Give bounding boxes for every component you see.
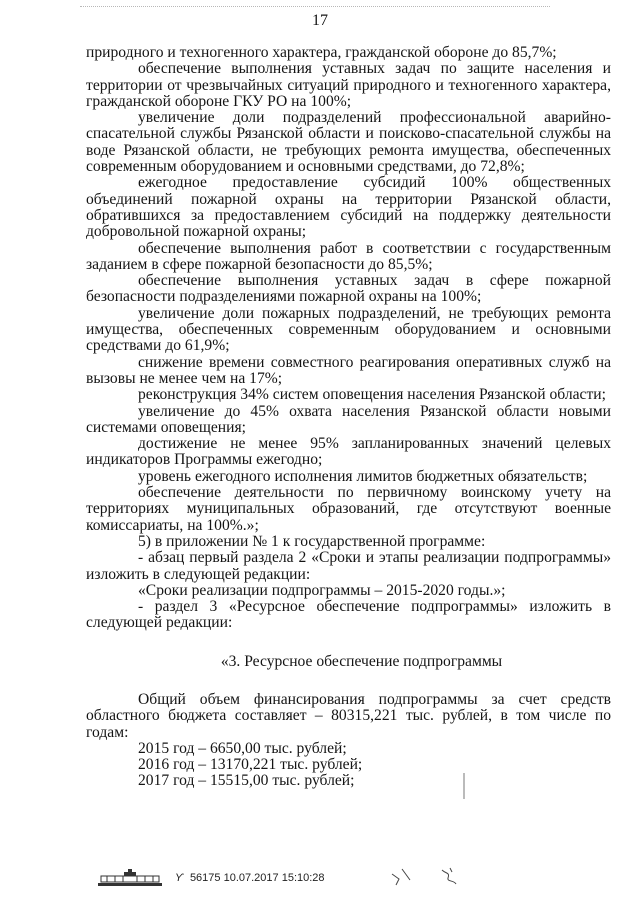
page-number: 17 xyxy=(312,12,328,29)
margin-mark xyxy=(461,773,467,799)
footer-prefix: ϒ xyxy=(175,872,183,884)
paragraph: увеличение доли пожарных подразделений, не требующих ремонта имущества, обеспеченных современным оборудованием и основными средствами до 61,9%; xyxy=(86,304,611,355)
footer-doc-number: 56175 xyxy=(189,872,221,884)
paragraph: «Сроки реализации подпрограммы – 2015-2020 годы.»; xyxy=(138,581,506,599)
funding-year-item: 2015 год – 6650,00 тыс. рублей; xyxy=(138,739,347,757)
document-footer xyxy=(97,868,325,888)
paragraph: обеспечение выполнения уставных задач по защите населения и территории от чрезвычайных ситуаций природного и техногенного характера, гражданской обороне ГКУ РО на 100%; xyxy=(86,60,611,110)
document-body xyxy=(86,45,611,790)
funding-year-item: 2017 год – 15515,00 тыс. рублей; xyxy=(138,772,355,790)
footer-timestamp: 10.07.2017 15:10:28 xyxy=(223,872,325,884)
paragraph: достижение не менее 95% запланированных значений целевых индикаторов Программы ежегодно; xyxy=(86,435,611,469)
paragraph: обеспечение выполнения работ в соответствии с государственным заданием в сфере пожарной безопасности до 85,5%; xyxy=(86,239,611,273)
paragraph: увеличение до 45% охвата населения Рязанской области новыми системами оповещения; xyxy=(86,402,611,436)
paragraph: реконструкция 34% систем оповещения населения Рязанской области; xyxy=(138,386,606,404)
footer-registration xyxy=(175,872,325,884)
paragraph: обеспечение выполнения уставных задач в сфере пожарной безопасности подразделениями пожарной охраны на 100%; xyxy=(86,272,611,306)
handwritten-signature-mark xyxy=(390,866,470,888)
paragraph: - раздел 3 «Ресурсное обеспечение подпрограммы» изложить в следующей редакции: xyxy=(86,598,611,632)
funding-paragraph: Общий объем финансирования подпрограммы за счет средств областного бюджета составляет – 80315,221 тыс. рублей, в том числе по годам: xyxy=(86,690,611,741)
paragraph: 5) в приложении № 1 к государственной программе: xyxy=(138,532,486,550)
funding-year-item: 2016 год – 13170,221 тыс. рублей; xyxy=(138,756,363,774)
paragraph: - абзац первый раздела 2 «Сроки и этапы реализации подпрограммы» изложить в следующей редакции: xyxy=(86,549,611,583)
paragraph: ежегодное предоставление субсидий 100% общественных объединений пожарной охраны на территории Рязанской области, обратившихся за предоставлением субсидий на поддержку деятельности добровольной пожарной охраны; xyxy=(86,174,611,241)
paragraph: уровень ежегодного исполнения лимитов бюджетных обязательств; xyxy=(138,467,588,485)
government-building-logo xyxy=(97,869,163,887)
paragraph: природного и техногенного характера, гражданской обороне до 85,7%; xyxy=(86,44,557,61)
section-heading: «3. Ресурсное обеспечение подпрограммы xyxy=(220,652,503,670)
paragraph: обеспечение деятельности по первичному воинскому учету на территориях муниципальных образований, где отсутствуют военные комиссариаты, на 100%.»; xyxy=(86,484,611,534)
paragraph: снижение времени совместного реагирования оперативных служб на вызовы не менее чем на 17%; xyxy=(86,353,611,387)
paragraph: увеличение доли подразделений профессиональной аварийно-спасательной службы Рязанской области и поисково-спасательной службы на воде Рязанской области, не требующих ремонта имущества, обеспеченных современным оборудованием и основными средствами, до 72,8%; xyxy=(86,109,611,176)
scan-artifact-line xyxy=(80,6,550,8)
